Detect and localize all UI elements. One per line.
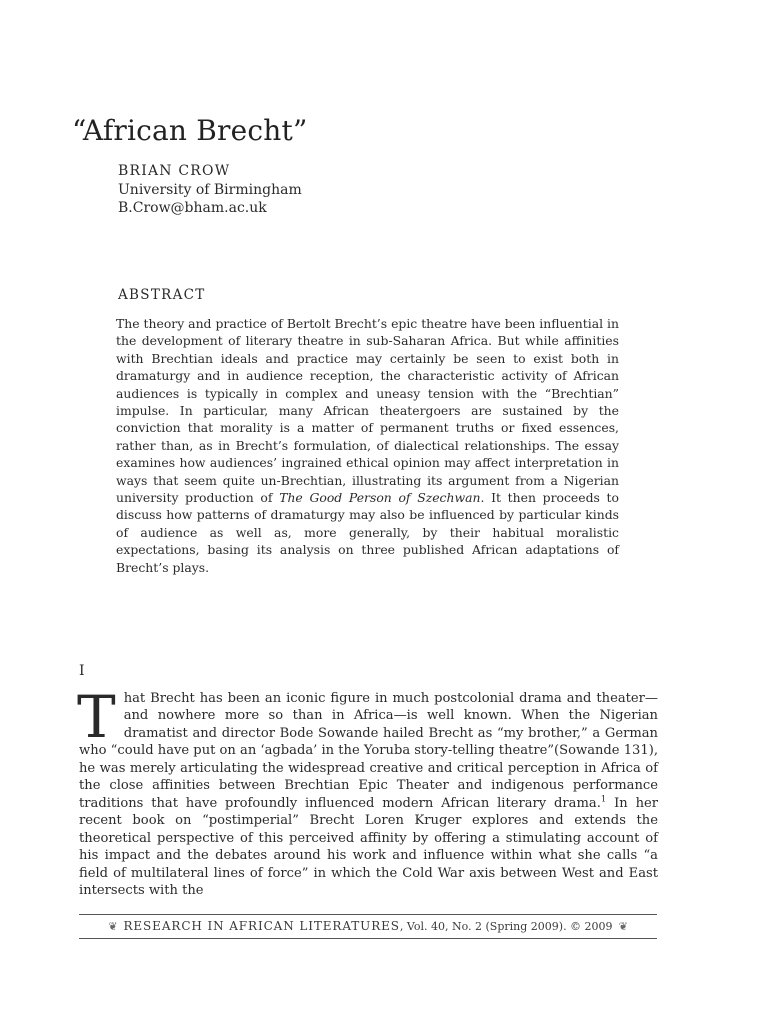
footer-rule-top <box>79 914 657 915</box>
journal-details: , Vol. 40, No. 2 (Spring 2009). © 2009 <box>399 920 613 933</box>
journal-footer <box>79 917 657 936</box>
abstract-text-start: The theory and practice of Bertolt Brecht’s epic theatre have been influential in the development of literary theatre in sub-Saharan Africa. But while affinities with Brechtian ideals and practice may certainly be seen to exist both in dramaturgy and in audience reception, the characteristic activity of African audiences is typically in complex and uneasy tension with the “Brechtian” impulse. In particular, many African theatergoers are sustained by the conviction that morality is a matter of permanent truths or fixed essences, rather than, as in Brecht’s formulation, of dialectical relationships. The essay examines how audiences’ ingrained ethical opinion may affect interpretation in ways that seem quite un-Brechtian, illustrating its argument from a Nigerian university production of <box>116 316 619 506</box>
ornament-right-icon: ❦ <box>618 920 628 933</box>
footer-rule-bottom <box>79 938 657 939</box>
abstract-heading: ABSTRACT <box>118 287 206 303</box>
drop-cap: T <box>77 683 116 751</box>
body-text-part2: In her recent book on “postimperial” Brecht Loren Kruger explores and extends the theoretical perspective of this perceived affinity by offering a stimulating account of his impact and the debates around his work and influence within what she calls “a field of multilateral lines of force” in which the Cold War axis between West and East intersects with the <box>79 795 659 898</box>
abstract-body <box>116 315 619 576</box>
abstract-text-end: . It then proceeds to discuss how patterns of dramaturgy may also be influenced by particular kinds of audience as well as, more generally, by their habitual moralistic expectations, basing its analysis on three published African adaptations of Brecht’s plays. <box>116 490 619 575</box>
journal-name: RESEARCH IN AFRICAN LITERATURES <box>123 919 400 933</box>
author-block <box>118 162 302 218</box>
body-text-part1: hat Brecht has been an iconic figure in much postcolonial drama and theater—and nowhere more so than in Africa—is well known. When the Nigerian dramatist and director Bode Sowande hailed Brecht as “my brother,” a German who “could have put on an ‘agbada’ in the Yoruba story-telling theatre”(Sowande 131), he was merely articulating the widespread creative and critical perception in Africa of the close affinities between Brechtian Epic Theater and indigenous performance traditions that have profoundly influenced modern African literary drama. <box>79 691 658 811</box>
article-title: “African Brecht” <box>72 114 308 147</box>
section-number: I <box>79 663 85 679</box>
ornament-left-icon: ❦ <box>108 920 118 933</box>
author-affiliation: University of Birmingham <box>118 181 302 198</box>
body-paragraph <box>77 683 659 899</box>
footnote-marker[interactable]: 1 <box>600 794 607 805</box>
author-name: BRIAN CROW <box>118 163 231 179</box>
author-email[interactable]: B.Crow@bham.ac.uk <box>118 200 267 216</box>
abstract-italic-play-title: The Good Person of Szechwan <box>279 490 481 506</box>
